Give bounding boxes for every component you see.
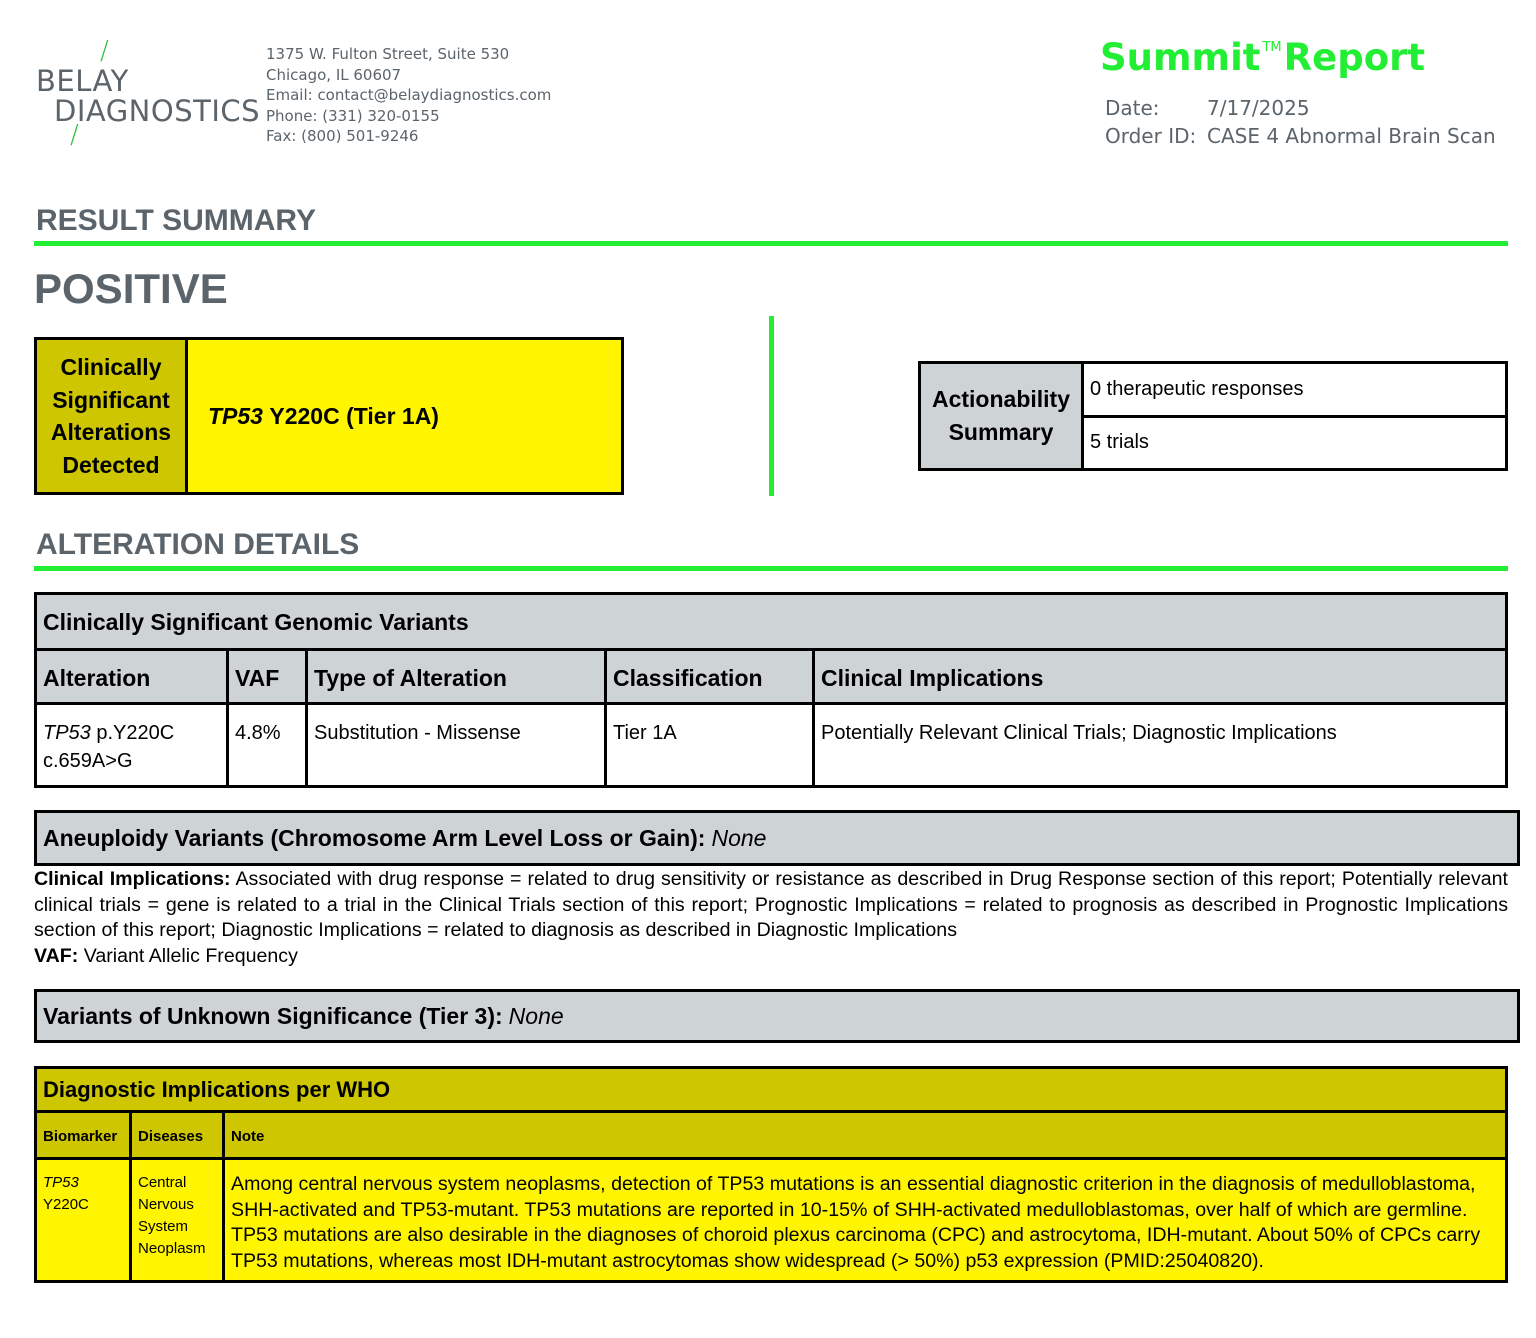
cell-gene: TP53 bbox=[43, 722, 91, 744]
logo-line-2: DIAGNOSTICS bbox=[54, 94, 261, 128]
cell-biomarker bbox=[36, 1159, 131, 1282]
implications-legend bbox=[34, 867, 1508, 969]
vus-value: None bbox=[508, 1002, 564, 1029]
actionability-label: Actionability Summary bbox=[921, 364, 1084, 468]
diagnostic-caption: Diagnostic Implications per WHO bbox=[36, 1068, 1507, 1112]
address-fax: Fax: (800) 501-9246 bbox=[266, 127, 419, 145]
column-header-alteration: Alteration bbox=[36, 650, 228, 704]
column-header-type: Type of Alteration bbox=[307, 650, 606, 704]
column-header-note: Note bbox=[224, 1112, 1507, 1159]
table-row bbox=[36, 1159, 1507, 1282]
column-header-vaf: VAF bbox=[228, 650, 307, 704]
cell-alteration bbox=[36, 704, 228, 787]
report-title-rest: Report bbox=[1283, 36, 1426, 79]
cell-cdna: c.659A>G bbox=[43, 750, 133, 772]
cell-type: Substitution - Missense bbox=[307, 704, 606, 787]
genomic-variants-caption: Clinically Significant Genomic Variants bbox=[36, 594, 1507, 650]
section-divider bbox=[34, 566, 1508, 571]
cell-diseases bbox=[131, 1159, 224, 1282]
column-header-implications: Clinical Implications bbox=[814, 650, 1507, 704]
actionability-trials: 5 trials bbox=[1084, 415, 1505, 469]
address-phone: Phone: (331) 320-0155 bbox=[266, 106, 440, 125]
disease-line: System bbox=[138, 1218, 189, 1235]
cell-vaf: 4.8% bbox=[228, 704, 307, 787]
logo-slash-bottom: / bbox=[70, 120, 79, 150]
cell-classification: Tier 1A bbox=[606, 704, 814, 787]
date-label: Date: bbox=[1105, 96, 1160, 120]
result-summary-heading: RESULT SUMMARY bbox=[36, 204, 316, 237]
vus-label: Variants of Unknown Significance (Tier 3): bbox=[43, 1002, 503, 1029]
order-id-value: CASE 4 Abnormal Brain Scan bbox=[1207, 124, 1496, 148]
vaf-legend-label: VAF: bbox=[34, 944, 79, 967]
aneuploidy-value: None bbox=[711, 824, 767, 851]
trademark-mark: TM bbox=[1262, 40, 1282, 55]
column-header-diseases: Diseases bbox=[131, 1112, 224, 1159]
date-value: 7/17/2025 bbox=[1207, 96, 1310, 120]
cell-biomarker-variant: Y220C bbox=[43, 1196, 89, 1213]
actionability-therapeutic: 0 therapeutic responses bbox=[1090, 377, 1304, 400]
actionability-rows bbox=[1084, 364, 1505, 468]
alteration-tier: Y220C (Tier 1A) bbox=[269, 402, 439, 429]
cell-biomarker-gene: TP53 bbox=[43, 1174, 79, 1191]
result-status: POSITIVE bbox=[34, 265, 228, 312]
column-header-classification: Classification bbox=[606, 650, 814, 704]
alteration-details-heading: ALTERATION DETAILS bbox=[36, 528, 360, 561]
disease-line: Central bbox=[138, 1174, 187, 1191]
address-email: Email: contact@belaydiagnostics.com bbox=[266, 86, 552, 104]
cell-protein: p.Y220C bbox=[96, 722, 175, 744]
aneuploidy-bar bbox=[34, 810, 1520, 866]
table-header-row bbox=[36, 650, 1507, 704]
significant-alterations-box bbox=[34, 337, 624, 495]
report-title bbox=[1100, 36, 1425, 79]
significant-alterations-label: Clinically Significant Alterations Detected bbox=[37, 340, 188, 492]
implications-legend-label: Clinical Implications: bbox=[34, 868, 231, 890]
logo-line-1: BELAY bbox=[36, 64, 129, 98]
aneuploidy-label: Aneuploidy Variants (Chromosome Arm Level Loss or Gain): bbox=[43, 824, 706, 851]
summary-divider bbox=[769, 316, 774, 496]
cell-note: Among central nervous system neoplasms, detection of TP53 mutations is an essential diagnostic criterion in the diagnosis of medulloblastoma, SHH-activated and TP53-mutant. TP53 mutations are reported in 10-15% of SHH-activated medulloblastomas, over half of which are germline. TP53 mutations are also desirable in the diagnoses of choroid plexus carcinoma (CPC) and astrocytoma, IDH-mutant. About 50% of CPCs carry TP53 mutations, whereas most IDH-mutant astrocytomas show widespread (> 50%) p53 expression (PMID:25040820). bbox=[224, 1159, 1507, 1282]
company-address bbox=[266, 44, 551, 147]
implications-legend-text: Associated with drug response = related to drug sensitivity or resistance as described in Drug Response section of this report; Potentially relevant clinical trials = gene is related to a trial in the Clinical Trials section of this report; Prognostic Implications = related to prognosis as described in Prognostic Implications section of this report; Diagnostic Implications = related to diagnosis as described in Diagnostic Implications bbox=[34, 868, 1508, 941]
significant-alterations-value bbox=[188, 340, 621, 492]
genomic-variants-table bbox=[34, 592, 1508, 788]
actionability-summary-box bbox=[918, 361, 1508, 471]
address-line: Chicago, IL 60607 bbox=[266, 65, 402, 84]
address-line: 1375 W. Fulton Street, Suite 530 bbox=[266, 45, 510, 63]
column-header-biomarker: Biomarker bbox=[36, 1112, 131, 1159]
disease-line: Nervous bbox=[138, 1196, 194, 1213]
gene-name: TP53 bbox=[208, 402, 263, 429]
report-title-main: Summit bbox=[1100, 36, 1261, 79]
report-meta bbox=[1105, 94, 1496, 150]
order-id-label: Order ID: bbox=[1105, 124, 1197, 148]
logo-slash-top: / bbox=[100, 36, 109, 66]
vus-bar bbox=[34, 989, 1520, 1043]
section-divider bbox=[34, 241, 1508, 246]
vaf-legend-text: Variant Allelic Frequency bbox=[83, 944, 298, 967]
table-row bbox=[36, 704, 1507, 787]
disease-line: Neoplasm bbox=[138, 1240, 206, 1257]
diagnostic-implications-table bbox=[34, 1066, 1508, 1283]
cell-implications: Potentially Relevant Clinical Trials; Diagnostic Implications bbox=[814, 704, 1507, 787]
table-header-row bbox=[36, 1112, 1507, 1159]
company-logo bbox=[36, 36, 261, 150]
